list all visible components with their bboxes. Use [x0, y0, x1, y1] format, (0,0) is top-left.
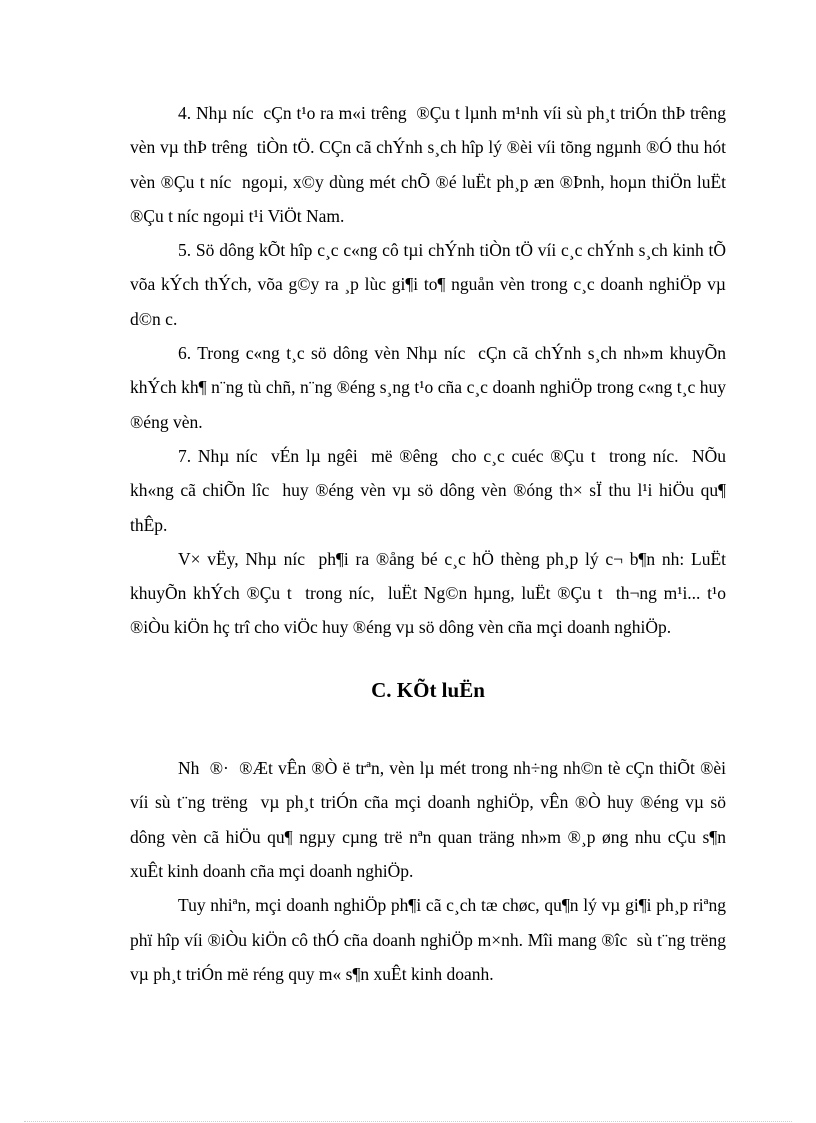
paragraph-7: 7. Nhµ níc vÉn lµ ngêi më ®êng cho c¸c cuéc ®Çu t trong níc. NÕu kh«ng cã chiÕn lîc huy ®éng vèn vµ sö dông vèn ®óng th× sÏ thu l¹i hiÖu qu¶ thÊp.: [130, 445, 731, 535]
paragraph-therefore: V× vËy, Nhµ níc ph¶i ra ®ång bé c¸c hÖ thèng ph¸p lý c¬ b¶n nh: LuËt khuyÕn khÝch ®Çu t trong níc, luËt Ng©n hµng, luËt ®Çu t th¬ng m¹i... t¹o ®iÒu kiÖn hç trî cho viÖc huy ®éng vµ sö dông vèn cña mçi doanh nghiÖp.: [130, 548, 731, 638]
paragraph-6: 6. Trong c«ng t¸c sö dông vèn Nhµ níc cÇn cã chÝnh s¸ch nh»m khuyÕn khÝch kh¶ n¨ng tù chñ, n¨ng ®éng s¸ng t¹o cña c¸c doanh nghiÖp trong c«ng t¸c huy ®éng vèn.: [130, 343, 731, 432]
conclusion-paragraph-1: Nh ®· ®Æt vÊn ®Ò ë trªn, vèn lµ mét trong nh÷ng nh©n tè cÇn thiÕt ®èi víi sù t¨ng trëng vµ ph¸t triÓn cña mçi doanh nghiÖp, vÊn ®Ò huy ®éng vµ sö dông vèn cã hiÖu qu¶ ngµy cµng trë nªn quan träng nh»m ®¸p øng nhu cÇu s¶n xuÊt kinh doanh cña mçi doanh nghiÖp.: [130, 758, 731, 881]
document-body: [130, 96, 735, 991]
page-bottom-divider: [24, 1121, 792, 1122]
paragraph-5: 5. Sö dông kÕt hîp c¸c c«ng cô tµi chÝnh tiÒn tÖ víi c¸c chÝnh s¸ch kinh tÕ võa kÝch thÝch, võa g©y ra ¸p lùc gi¶i to¶ nguån vèn trong c¸c doanh nghiÖp vµ d©n c.: [130, 240, 731, 329]
paragraph-4: 4. Nhµ níc cÇn t¹o ra m«i trêng ®Çu t lµnh m¹nh víi sù ph¸t triÓn thÞ trêng vèn vµ thÞ trêng tiÒn tÖ. CÇn cã chÝnh s¸ch hîp lý ®èi víi tõng ngµnh ®Ó thu hót vèn ®Çu t níc ngoµi, x©y dùng mét chÕ ®é luËt ph¸p æn ®Þnh, hoµn thiÖn luËt ®Çu t níc ngoµi t¹i ViÖt Nam.: [130, 103, 735, 226]
conclusion-paragraph-2: Tuy nhiªn, mçi doanh nghiÖp ph¶i cã c¸ch tæ chøc, qu¶n lý vµ gi¶i ph¸p riªng phï hîp víi ®iÒu kiÖn cô thÓ cña doanh nghiÖp m×nh. Mîi mang ®îc sù t¨ng trëng vµ ph¸t triÓn më réng quy m« s¶n xuÊt kinh doanh.: [130, 895, 735, 984]
section-heading-conclusion: C. KÕt luËn: [371, 677, 485, 702]
